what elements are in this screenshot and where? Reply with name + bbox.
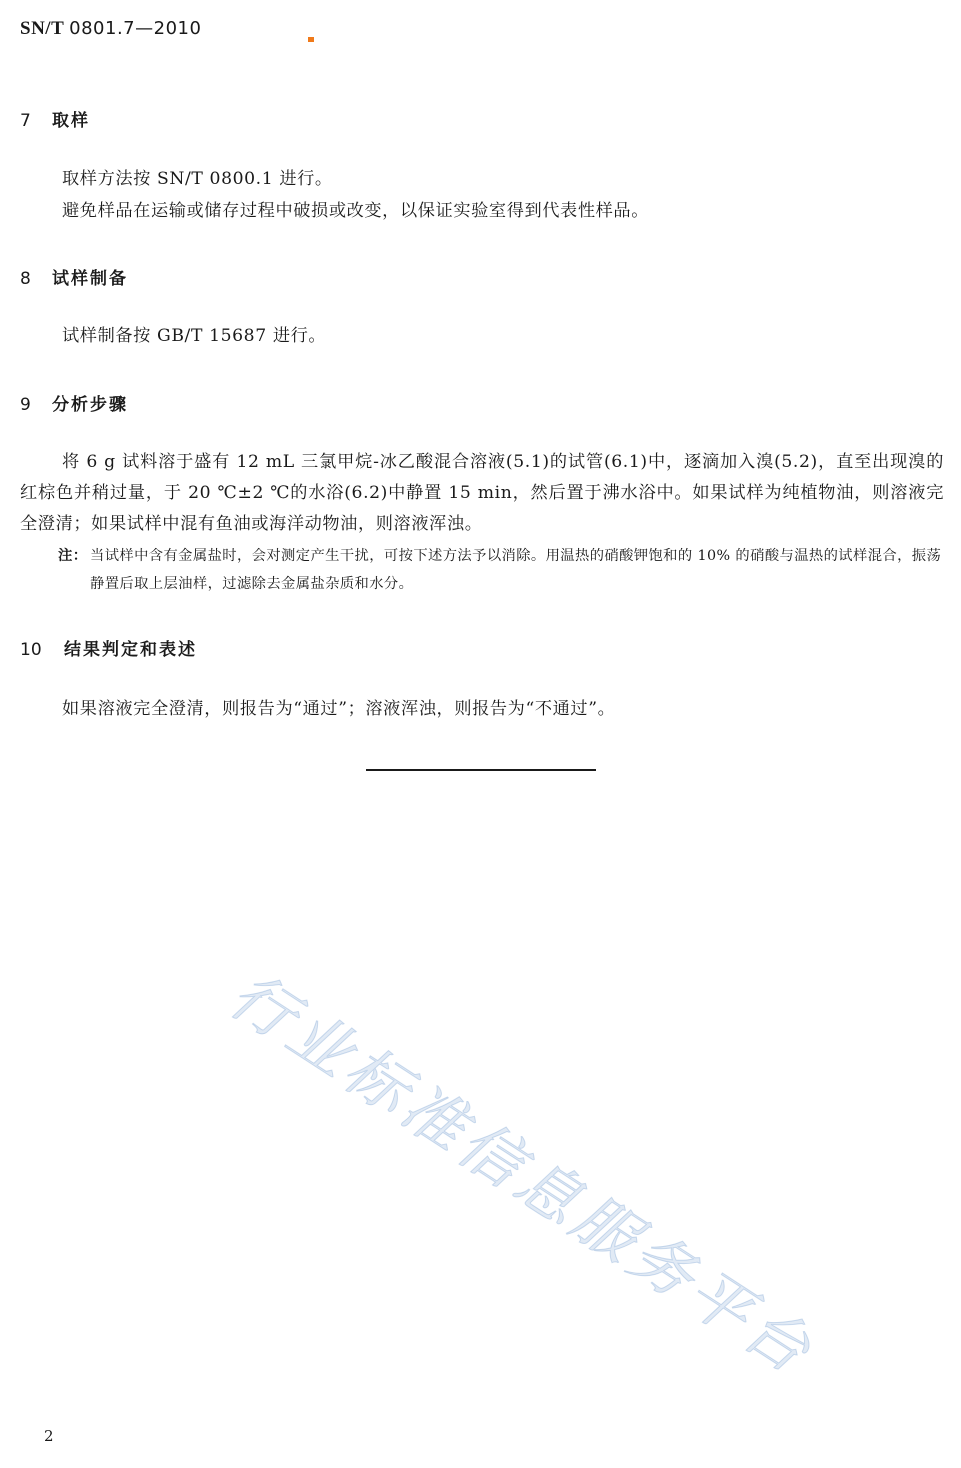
section-10-title: 结果判定和表述 xyxy=(64,640,197,660)
standard-code-prefix: SN/T xyxy=(20,18,64,39)
section-8-paragraph-1: 试样制备按 GB/T 15687 进行。 xyxy=(62,326,327,346)
section-8-title: 试样制备 xyxy=(52,269,128,289)
section-10-number: 10 xyxy=(20,640,42,660)
section-7-paragraph-1: 取样方法按 SN/T 0800.1 进行。 xyxy=(62,169,333,189)
note-text: 当试样中含有金属盐时，会对测定产生干扰，可按下述方法予以消除。用温热的硝酸钾饱和的 10% 的硝酸与温热的试样混合，振荡静置后取上层油样，过滤除去金属盐杂质和水分。 xyxy=(90,548,942,592)
section-9-number: 9 xyxy=(20,395,31,415)
standard-code xyxy=(20,18,201,40)
section-7-title: 取样 xyxy=(52,111,90,131)
section-7-paragraph-2: 避免样品在运输或储存过程中破损或改变，以保证实验室得到代表性样品。 xyxy=(62,201,649,221)
page-number: 2 xyxy=(44,1427,54,1445)
end-of-document-rule xyxy=(366,769,596,771)
section-9-title: 分析步骤 xyxy=(52,395,128,415)
note-label: 注： xyxy=(58,548,88,564)
header-marker xyxy=(308,37,314,42)
section-8-number: 8 xyxy=(20,269,31,289)
standard-code-number: 0801.7—2010 xyxy=(69,18,202,39)
section-9-heading xyxy=(20,390,128,415)
section-10-heading xyxy=(20,635,197,660)
section-7-number: 7 xyxy=(20,111,31,131)
section-10-paragraph-1: 如果溶液完全澄清，则报告为“通过”；溶液浑浊，则报告为“不通过”。 xyxy=(62,699,616,719)
section-9-note xyxy=(58,542,946,598)
section-8-heading xyxy=(20,264,128,289)
section-7-heading xyxy=(20,106,90,131)
section-9-paragraph-1: 将 6 g 试料溶于盛有 12 mL 三氯甲烷-冰乙酸混合溶液(5.1)的试管(6.1)中，逐滴加入溴(5.2)，直至出现溴的红棕色并稍过量，于 20 ℃±2 ℃的水浴(6.2)中静置 15 min，然后置于沸水浴中。如果试样为纯植物油，则溶液完全澄清；如果试样中混有鱼油或海洋动物油，则溶液浑浊。 xyxy=(20,452,944,534)
watermark: 行业标准信息服务平台 xyxy=(217,958,828,1390)
